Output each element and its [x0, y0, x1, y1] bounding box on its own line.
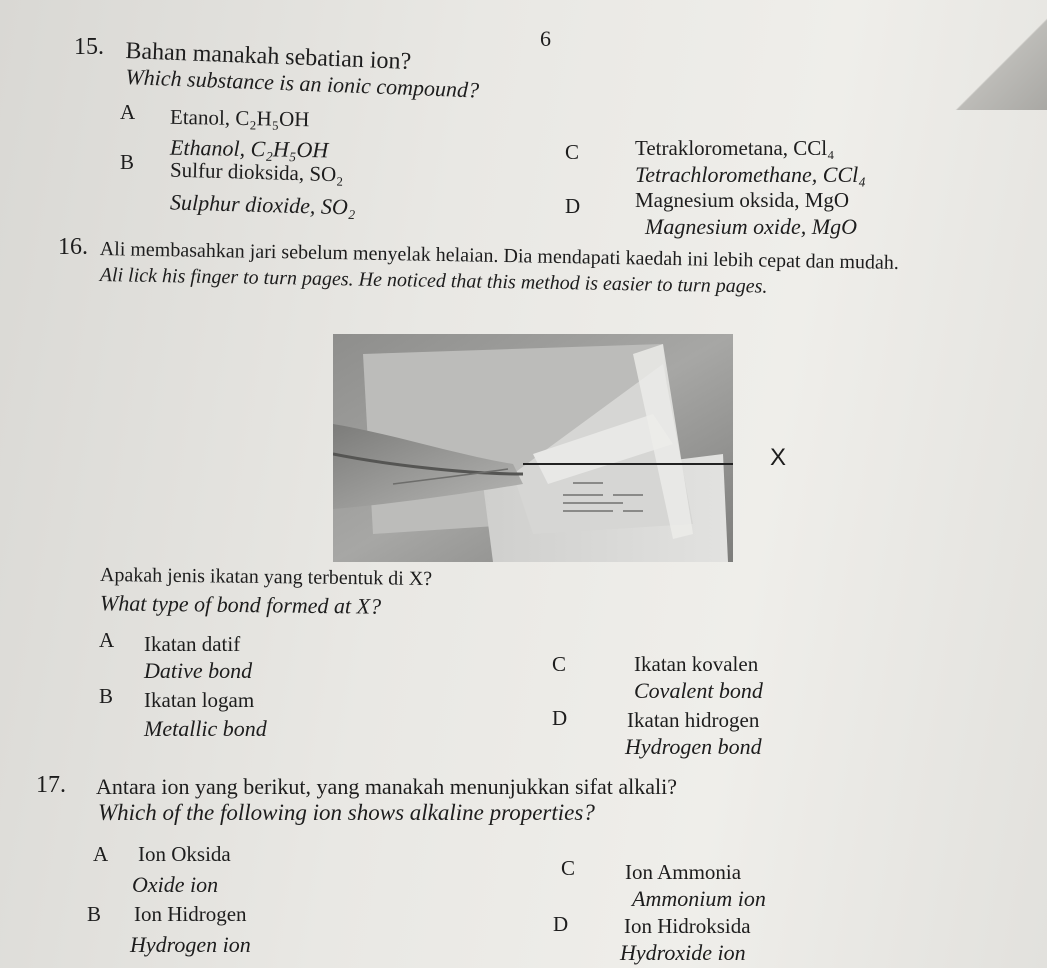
option-letter-c: C — [565, 140, 580, 164]
option-d-en: Hydroxide ion — [620, 940, 746, 965]
option-a-ms: Ikatan datif — [144, 632, 241, 656]
question-text-ms: Antara ion yang berikut, yang manakah menunjukkan sifat alkali? — [96, 774, 677, 799]
option-b-ms: Ion Hidrogen — [134, 902, 247, 926]
option-letter-c: C — [561, 856, 576, 880]
question-text-ms: Bahan manakah sebatian ion? — [125, 38, 412, 75]
photo-drawing — [333, 334, 733, 562]
option-letter-b: B — [99, 684, 114, 708]
option-letter-d: D — [553, 912, 569, 936]
option-letter-a: A — [99, 628, 115, 652]
option-b-en: Sulphur dioxide, SO₂ — [169, 189, 356, 220]
figure-label-x: X — [770, 444, 787, 471]
option-b-ms: Ikatan logam — [144, 688, 255, 712]
option-c-ms: Tetraklorometana, CCl₄ — [635, 136, 835, 160]
option-d-en: Hydrogen bond — [625, 734, 762, 759]
option-a-en: Dative bond — [144, 658, 253, 683]
option-c-en: Tetrachloromethane, CCl₄ — [635, 162, 866, 187]
option-letter-d: D — [565, 194, 581, 218]
option-c-en: Covalent bond — [634, 678, 763, 703]
option-letter-a: A — [120, 100, 136, 124]
page-corner-shadow — [927, 0, 1047, 110]
subquestion-en: What type of bond formed at X? — [99, 590, 382, 619]
option-d-ms: Magnesium oksida, MgO — [635, 188, 850, 212]
finger-turning-page-photo — [333, 334, 733, 562]
question-text-en: Which of the following ion shows alkaline properties? — [98, 800, 595, 825]
option-d-ms: Ikatan hidrogen — [627, 708, 760, 732]
option-c-en: Ammonium ion — [632, 886, 766, 911]
question-number: 17. — [36, 772, 66, 798]
option-a-ms: Etanol, C₂H₅OH — [169, 104, 310, 132]
option-d-ms: Ion Hidroksida — [624, 914, 751, 938]
question-text-en: Ali lick his finger to turn pages. He noticed that this method is easier to turn pages. — [99, 264, 768, 298]
page-number: 6 — [540, 26, 551, 51]
question-number: 16. — [58, 234, 88, 260]
option-letter-c: C — [552, 652, 567, 676]
option-b-en: Metallic bond — [144, 716, 267, 741]
question-text-ms: Ali membasahkan jari sebelum menyelak helaian. Dia mendapati kaedah ini lebih cepat dan mudah. — [99, 238, 900, 274]
option-letter-b: B — [120, 150, 135, 174]
option-letter-d: D — [552, 706, 568, 730]
option-d-en: Magnesium oxide, MgO — [645, 214, 858, 239]
question-number: 15. — [74, 34, 104, 60]
option-a-en: Oxide ion — [132, 872, 219, 897]
option-a-ms: Ion Oksida — [138, 842, 231, 866]
option-b-ms: Sulfur dioksida, SO₂ — [169, 157, 344, 187]
option-letter-a: A — [93, 842, 109, 866]
option-b-en: Hydrogen ion — [130, 932, 251, 957]
option-a-en: Ethanol, C₂H₅OH — [169, 134, 329, 163]
subquestion-ms: Apakah jenis ikatan yang terbentuk di X? — [99, 563, 433, 591]
question-text-en: Which substance is an ionic compound? — [125, 64, 480, 103]
option-c-ms: Ion Ammonia — [625, 860, 742, 884]
option-c-ms: Ikatan kovalen — [634, 652, 759, 676]
option-letter-b: B — [87, 902, 102, 926]
